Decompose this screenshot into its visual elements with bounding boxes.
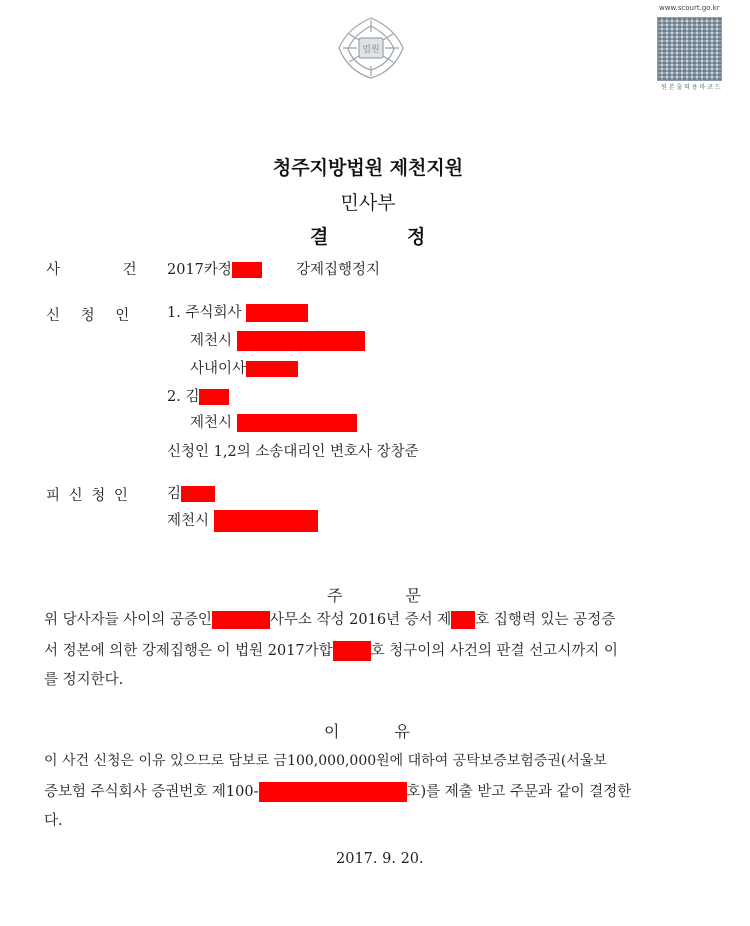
attorney-line: 신청인 1,2의 소송대리인 변호사 장창준: [167, 444, 419, 460]
applicant-person-address: 제천시: [190, 415, 233, 431]
redaction: [333, 641, 371, 661]
redaction: [259, 782, 407, 802]
redaction: [237, 414, 357, 432]
applicant-line-4: [167, 385, 229, 406]
applicant-line-5: [190, 411, 357, 432]
division-name: 민사부: [340, 192, 396, 214]
redaction: [181, 486, 215, 502]
respondent-name: 김: [167, 486, 182, 502]
court-seal: [333, 14, 409, 82]
reason-line-3: 다.: [44, 813, 63, 829]
respondent-label: 피 신 청 인: [46, 488, 128, 504]
site-url: www.scourt.go.kr: [659, 4, 720, 12]
case-number: [167, 258, 262, 279]
respondent-line-1: [167, 482, 215, 503]
applicant-director: 사내이사: [190, 361, 247, 377]
respondent-line-2: [167, 509, 318, 532]
redaction: [214, 510, 318, 532]
redaction: [232, 262, 262, 278]
reason-text-2b: 호)를 제출 받고 주문과 같이 결정한: [406, 784, 632, 800]
order-text-2a: 서 정본에 의한 강제집행은 이 법원 2017가합: [44, 643, 333, 659]
redaction: [199, 389, 229, 405]
redaction: [237, 331, 365, 351]
order-line-3: 를 정지한다.: [44, 672, 124, 688]
order-text-2b: 호 청구이의 사건의 판결 선고시까지 이: [370, 643, 618, 659]
svg-text:법원: 법원: [362, 45, 380, 55]
reason-line-1: 이 사건 신청은 이유 있으므로 담보로 금100,000,000원에 대하여 공탁보증보험증권(서울보: [44, 753, 607, 769]
applicant-person: 2. 김: [167, 389, 200, 405]
case-label: 사 건: [46, 262, 137, 278]
applicant-line-2: [190, 329, 365, 351]
court-name: 청주지방법원 제천지원: [272, 157, 464, 179]
case-number-text: 2017카정: [167, 262, 232, 278]
reason-line-2: [44, 778, 631, 807]
redaction: [246, 361, 298, 377]
applicant-line-1: [167, 301, 308, 322]
decision-date: 2017. 9. 20.: [336, 851, 424, 867]
order-text-1a: 위 당사자들 사이의 공증인: [44, 612, 212, 628]
redaction: [246, 304, 308, 322]
reason-heading: 이 유: [324, 722, 410, 741]
order-line-2: [44, 637, 618, 666]
order-text-1c: 호 집행력 있는 공정증: [475, 612, 616, 628]
case-name: 강제집행정지: [296, 262, 381, 278]
document-title: 결 정: [310, 226, 426, 248]
order-text-1b: 사무소 작성 2016년 증서 제: [269, 612, 452, 628]
applicant-label: 신 청 인: [46, 308, 130, 324]
applicant-address: 제천시: [190, 333, 233, 349]
court-seal-icon: [333, 14, 409, 82]
redaction: [212, 611, 270, 629]
barcode-caption: 원 본 출 력 용 바 코 드: [661, 84, 721, 91]
applicant-company: 1. 주식회사: [167, 305, 242, 321]
order-line-1: [44, 606, 615, 635]
reason-text-2a: 증보험 주식회사 증권번호 제100-: [44, 784, 259, 800]
redaction: [451, 611, 475, 629]
barcode: [657, 17, 722, 81]
applicant-line-3: [190, 357, 298, 378]
order-heading: 주 문: [327, 586, 421, 605]
respondent-address: 제천시: [167, 513, 210, 529]
